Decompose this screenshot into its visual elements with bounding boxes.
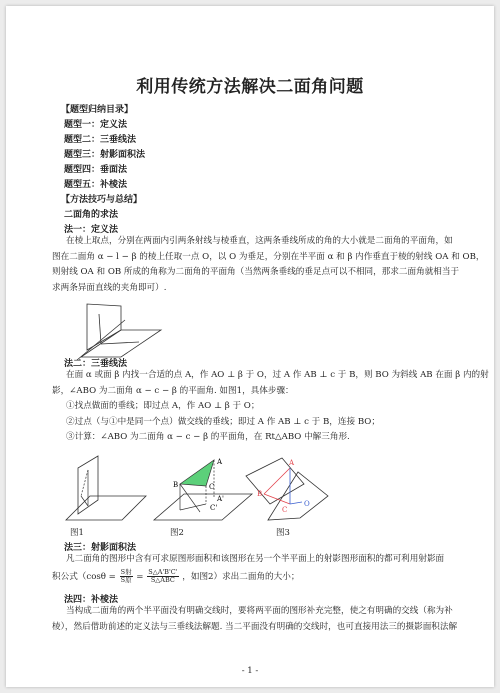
frac2-numerator: S△A'B'C' <box>148 567 178 576</box>
method3-formula-line: 积公式（cosθ = $\frac{\text{S射}}{\text{S原}}$ = $\frac{S\triangle A'B'C'}{\text{S△ABC}}$ ，如图2）求出二面角的大小； <box>52 567 300 584</box>
fig3-label-a: A <box>289 459 295 467</box>
method1-line-4: 求两条异面直线的夹角即可）. <box>52 282 167 293</box>
methods-header: 【方法技巧与总结】 <box>61 195 143 205</box>
fig2-label-a: A <box>217 458 223 466</box>
method1-paragraph <box>52 234 485 296</box>
method4-line-2: 棱），然后借助前述的定义法与三垂线法解题. 当二平面没有明确的交线时，也可直接用法三的摄影面积法解 <box>52 621 458 632</box>
figure-3 <box>242 452 332 524</box>
method3-line-1: 凡二面角的图形中含有可求原图形面积和该图形在另一个半平面上的射影图形面积的都可利用射影面 <box>66 554 445 564</box>
fig3-label-b: B <box>257 490 263 498</box>
frac1-denominator: S原 <box>120 575 132 584</box>
frac2-denominator: S△ABC <box>150 575 175 584</box>
figure-2-caption: 图2 <box>170 528 184 538</box>
method3-line2-prefix: 积公式（cosθ = <box>52 571 116 582</box>
toc-header: 【题型归纳目录】 <box>61 105 134 115</box>
frac1-numerator: S射 <box>120 567 132 576</box>
figure-1 <box>64 454 149 522</box>
method1-heading: 法一：定义法 <box>64 225 119 235</box>
fraction-area-ratio <box>120 569 133 584</box>
method2-line-1: 在面 α 或面 β 内找一合适的点 A，作 AO ⊥ β 于 O，过 A 作 AB ⊥ c 于 B，则 BO 为斜线 AB 在面 β 内的射 <box>66 370 489 380</box>
method2-step-1: ①找点做面的垂线；即过点 A，作 AO ⊥ β 于 O； <box>66 401 260 411</box>
page-title: 利用传统方法解决二面角问题 <box>136 77 364 97</box>
toc-item-2: 题型二：三垂线法 <box>64 135 137 145</box>
method3-heading: 法三：射影面积法 <box>64 543 137 553</box>
method3-line2-suffix: ，如图2）求出二面角的大小； <box>182 571 300 582</box>
method2-paragraph <box>52 368 489 446</box>
method1-line-2: 图在二面角 α − l − β 的棱上任取一点 O，以 O 为垂足，分别在半平面 α 和 β 内作垂直于棱的射线 OA 和 OB， <box>52 251 485 262</box>
dihedral-definition-figure <box>61 302 171 360</box>
figure-3-caption: 图3 <box>276 528 290 538</box>
fig3-label-o: O <box>304 500 310 508</box>
method2-heading: 法二：三垂线法 <box>64 359 128 369</box>
method3-paragraph <box>52 552 472 586</box>
method4-heading: 法四：补棱法 <box>64 595 119 605</box>
toc-item-1: 题型一：定义法 <box>64 120 128 130</box>
method1-line-1: 在棱上取点，分别在两面内引两条射线与棱垂直，这两条垂线所成的角的大小就是二面角的平面角，如 <box>66 236 453 246</box>
method1-line-3: 则射线 OA 和 OB 所成的角称为二面角的平面角（当然两条垂线的垂足点可以不相同，那求二面角就相当于 <box>52 267 460 277</box>
fraction-triangle-ratio <box>147 569 178 584</box>
section-heading: 二面角的求法 <box>64 210 119 220</box>
toc-item-4: 题型四：垂面法 <box>64 165 128 175</box>
method2-line-2: 影，∠ABO 为二面角 α − c − β 的平面角. 如图1，具体步骤： <box>52 385 294 396</box>
document-page <box>6 6 494 687</box>
method4-line-1: 当构成二面角的两个半平面没有明确交线时，要将两平面的图形补充完整，使之有明确的交线（称为补 <box>66 606 453 616</box>
page-number: - 1 - <box>241 666 259 676</box>
fig3-label-c: C <box>282 506 288 514</box>
fig2-label-b: B <box>173 481 179 489</box>
fig2-label-c-prime: C' <box>210 504 218 512</box>
figure-1-caption: 图1 <box>70 528 84 538</box>
toc-item-3: 题型三：射影面积法 <box>64 150 146 160</box>
fig2-label-a-prime: A' <box>217 495 224 503</box>
toc-item-5: 题型五：补棱法 <box>64 180 128 190</box>
method2-step-2: ②过点（与①中是同一个点）做交线的垂线；即过 A 作 AB ⊥ c 于 B，连接 BO； <box>66 416 380 427</box>
method2-step-3: ③计算：∠ABO 为二面角 α − c − β 的平面角，在 Rt△ABO 中解三角形. <box>66 432 350 442</box>
fig2-label-c: C <box>209 483 215 491</box>
method4-paragraph <box>52 604 472 635</box>
